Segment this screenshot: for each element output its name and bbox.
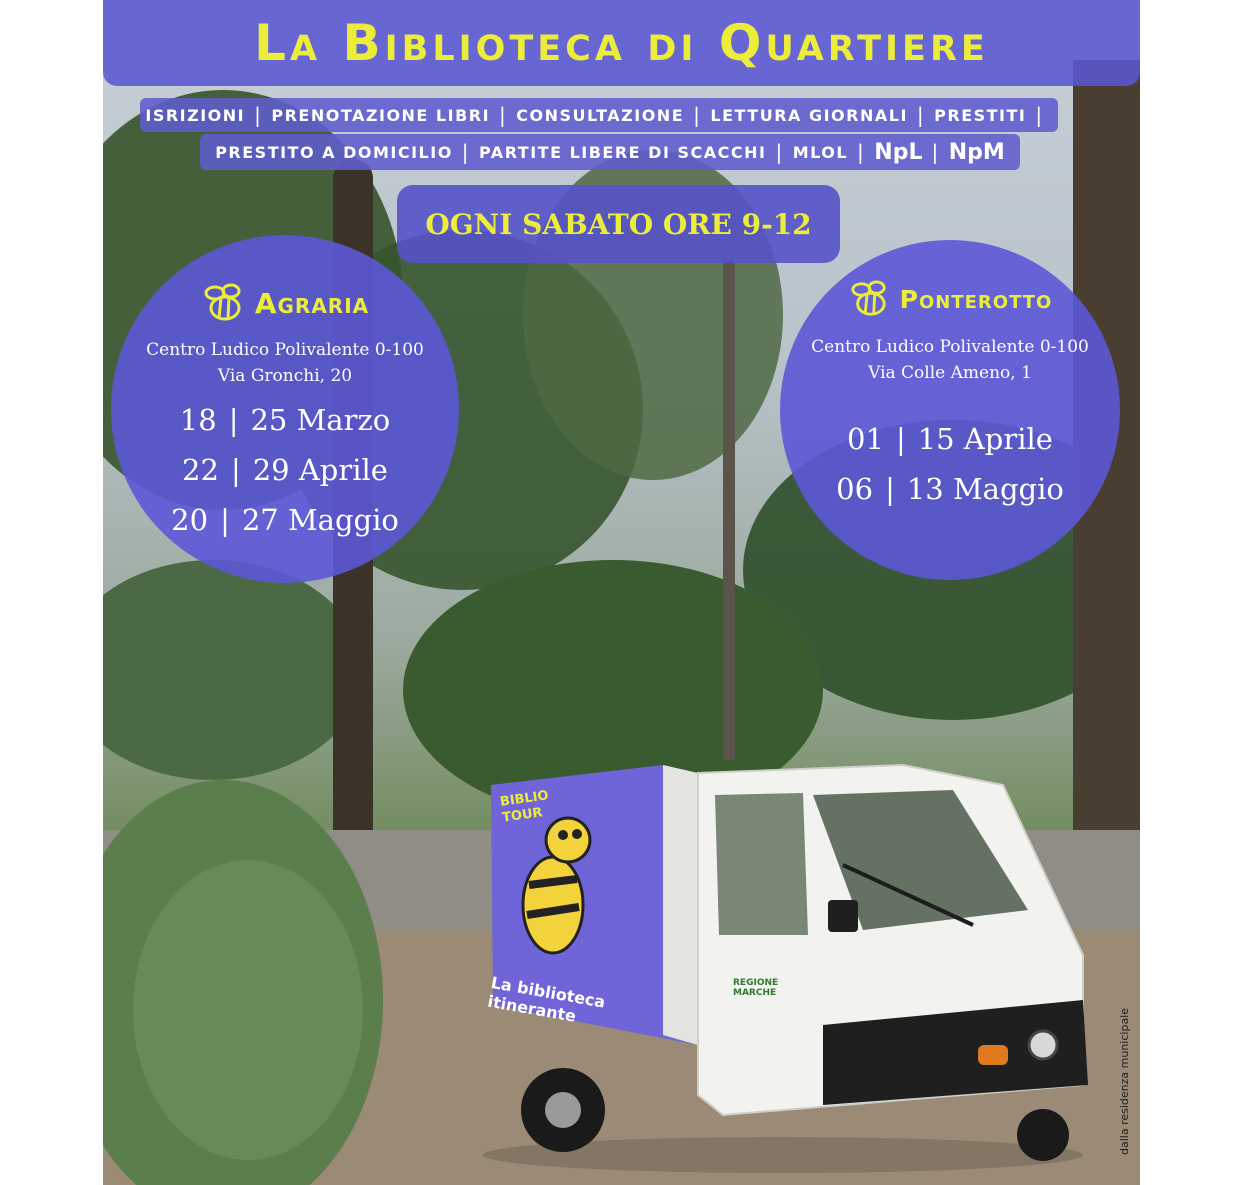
service-item: PRESTITO A DOMICILIO	[215, 142, 453, 162]
service-item: NpM	[948, 139, 1005, 165]
date-list	[780, 414, 1120, 514]
date-row: 01 | 15 Aprile	[847, 422, 1053, 456]
location-address: Via Colle Ameno, 1	[868, 363, 1032, 383]
van-side-text: La biblioteca itinerante	[486, 972, 607, 1026]
location-title	[111, 283, 459, 323]
poster	[103, 0, 1140, 1185]
location-venue: Centro Ludico Polivalente 0-100	[146, 340, 424, 360]
schedule-text: OGNI SABATO ORE 9-12	[425, 207, 812, 241]
schedule-banner	[397, 185, 840, 263]
location-ponterotto	[780, 240, 1120, 580]
location-name: Ponterotto	[899, 284, 1053, 314]
bee-icon	[201, 283, 245, 323]
bee-icon	[848, 280, 890, 318]
services-row-2: PRESTITO A DOMICILIO | PARTITE LIBERE DI SCACCHI | MLOL | NpL | NpM	[200, 134, 1020, 170]
van-door-label: REGIONE MARCHE	[733, 978, 779, 998]
date-list	[111, 395, 459, 545]
van-illustration	[483, 755, 1093, 1175]
page-title: La Biblioteca di Quartiere	[254, 14, 989, 72]
location-agraria	[111, 235, 459, 583]
location-name: Agraria	[254, 286, 370, 320]
location-address: Via Gronchi, 20	[217, 366, 353, 386]
title-banner	[103, 0, 1140, 86]
service-item: MLOL	[792, 142, 849, 162]
service-item: PARTITE LIBERE DI SCACCHI	[479, 142, 767, 162]
service-item: PRESTITI	[934, 105, 1027, 125]
date-row: 18 | 25 Marzo	[179, 403, 391, 437]
service-item: CONSULTAZIONE	[516, 105, 685, 125]
date-row: 22 | 29 Aprile	[182, 453, 388, 487]
service-item: NpL	[874, 139, 923, 165]
van-tour-label: BIBLIO TOUR	[499, 788, 550, 826]
service-item: PRENOTAZIONE LIBRI	[271, 105, 491, 125]
date-row: 20 | 27 Maggio	[171, 503, 399, 537]
service-item: LETTURA GIORNALI	[710, 105, 908, 125]
location-venue: Centro Ludico Polivalente 0-100	[811, 337, 1089, 357]
date-row: 06 | 13 Maggio	[836, 472, 1064, 506]
service-item: ISRIZIONI	[145, 105, 246, 125]
photo-credit: dalla residenza municipale	[1118, 1007, 1131, 1155]
services-row-1: ISRIZIONI | PRENOTAZIONE LIBRI | CONSULTAZIONE | LETTURA GIORNALI | PRESTITI |	[140, 98, 1058, 132]
location-title	[780, 280, 1120, 318]
